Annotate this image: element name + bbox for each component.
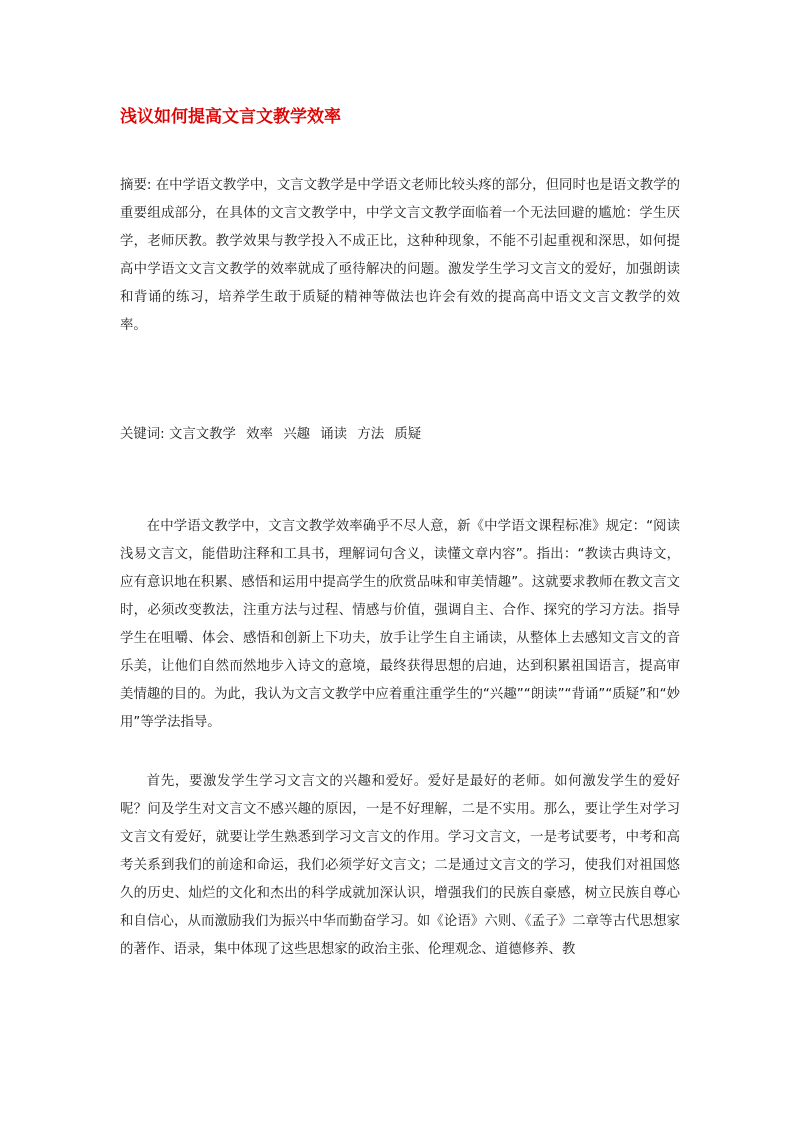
keyword: 兴趣	[283, 427, 310, 442]
keywords-label: 关键词:	[120, 427, 165, 442]
keyword: 效率	[246, 427, 273, 442]
keyword: 方法	[357, 427, 385, 442]
document-title: 浅议如何提高文言文教学效率	[120, 107, 341, 127]
keyword: 文言文教学	[168, 427, 236, 442]
body-paragraph: 首先，要激发学生学习文言文的兴趣和爱好。爱好是最好的老师。如何激发学生的爱好呢？问及学生对文言文不感兴趣的原因，一是不好理解，二是不实用。那么，要让学生对学习文言文有爱好，就要让学生熟悉到学习文言文的作用。学习文言文，一是考试要考，中考和高考关系到我们的前途和命运，我们必须学好文言文；二是通过文言文的学习，使我们对祖国悠久的历史、灿烂的文化和杰出的科学成就加深认识，增强我们的民族自豪感，树立民族自尊心和自信心，从而激励我们为振兴中华而勤奋学习。如《论语》六则、《孟子》二章等古代思想家的著作、语录，集中体现了这些思想家的政治主张、伦理观念、道德修养、教	[120, 774, 680, 957]
keyword: 诵读	[320, 427, 348, 442]
abstract-paragraph: 摘要: 在中学语文教学中，文言文教学是中学语文老师比较头疼的部分，但同时也是语文教学的重要组成部分，在具体的文言文教学中，中学文言文教学面临着一个无法回避的尴尬：学生厌学，老师厌教。教学效果与教学投入不成正比，这种种现象，不能不引起重视和深思，如何提高中学语文文言文教学的效率就成了亟待解决的问题。激发学生学习文言文的爱好，加强朗读和背诵的练习，培养学生敢于质疑的精神等做法也许会有效的提高高中语文文言文教学的效率。	[120, 178, 680, 333]
keyword: 质疑	[394, 427, 422, 442]
keywords-line	[120, 421, 680, 449]
body-paragraph: 在中学语文教学中，文言文教学效率确乎不尽人意，新《中学语文课程标准》规定：“阅读浅易文言文，能借助注释和工具书，理解词句含义，读懂文章内容”。指出：“教读古典诗文，应有意识地在积累、感悟和运用中提高学生的欣赏品味和审美情趣”。这就要求教师在教文言文时，必须改变教法，注重方法与过程、情感与价值，强调自主、合作、探究的学习方法。指导学生在咀嚼、体会、感悟和创新上下功夫，放手让学生自主诵读，从整体上去感知文言文的音乐美，让他们自然而然地步入诗文的意境，最终获得思想的启迪，达到积累祖国语言，提高审美情趣的目的。为此，我认为文言文教学中应着重注重学生的“兴趣”“朗读”“背诵”“质疑”和“妙用”等学法指导。	[120, 519, 680, 730]
